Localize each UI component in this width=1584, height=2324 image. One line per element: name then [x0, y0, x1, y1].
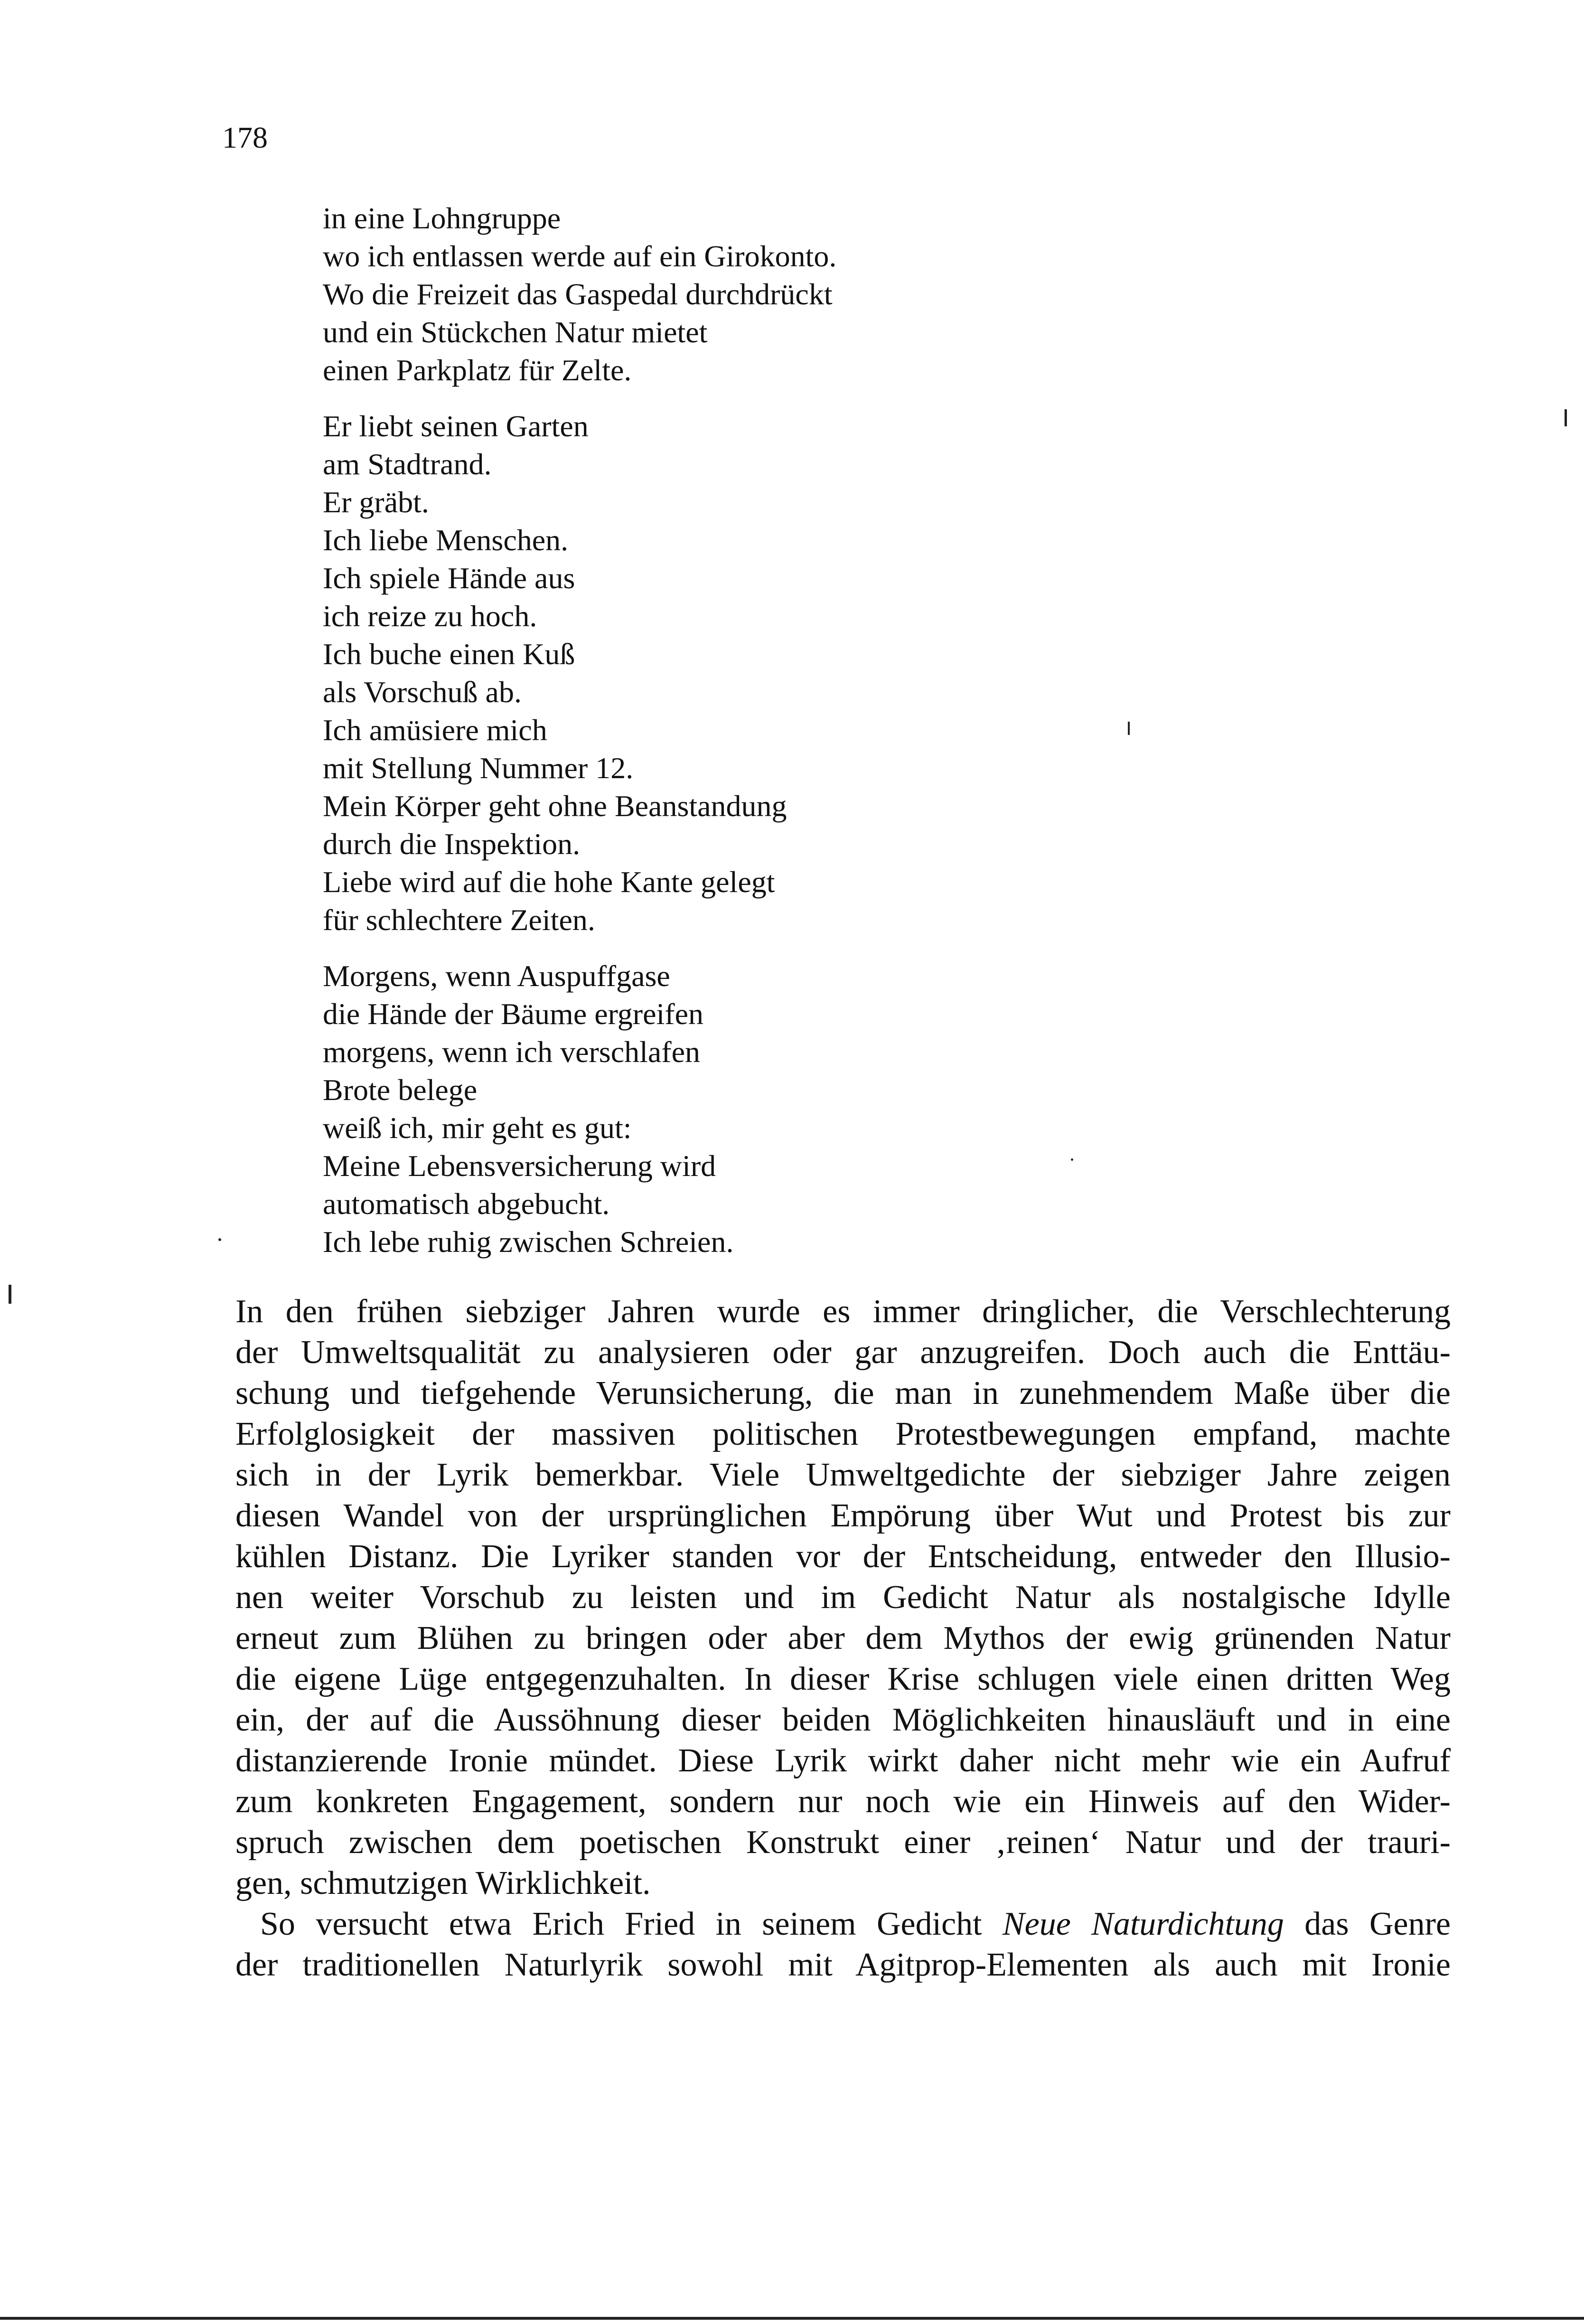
paragraph-2-text-a: So versucht etwa Erich Fried in seinem Gedicht [260, 1906, 1003, 1942]
poem-line: Meine Lebensversicherung wird [323, 1149, 716, 1183]
poem-line: morgens, wenn ich verschlafen [323, 1035, 700, 1069]
poem-line: Mein Körper geht ohne Beanstandung [323, 789, 787, 823]
paragraph-1-line: zum konkreten Engagement, sondern nur noch wie ein Hinweis auf den Wider- [235, 1783, 1451, 1820]
poem-stanza [323, 199, 836, 389]
poem-line: Liebe wird auf die hohe Kante gelegt [323, 865, 775, 899]
poem-stanza [323, 957, 836, 1261]
prose-body [235, 1291, 1451, 1985]
poem-line: weiß ich, mir geht es gut: [323, 1111, 632, 1145]
page-number: 178 [222, 121, 268, 154]
poem-line: Er liebt seinen Garten [323, 409, 589, 443]
poem-line: und ein Stückchen Natur mietet [323, 315, 708, 349]
poem-line: mit Stellung Nummer 12. [323, 751, 634, 785]
poem-line: Er gräbt. [323, 485, 429, 519]
poem-line: einen Parkplatz für Zelte. [323, 353, 632, 387]
paragraph-1-line: die eigene Lüge entgegenzuhalten. In dieser Krise schlugen viele einen dritten Weg [235, 1661, 1451, 1697]
poem-line: als Vorschuß ab. [323, 675, 522, 709]
poem-line: Ich amüsiere mich [323, 713, 547, 747]
paragraph-1-line: erneut zum Blühen zu bringen oder aber dem Mythos der ewig grünenden Natur [235, 1620, 1451, 1656]
scan-dot-1 [1128, 722, 1130, 735]
poem-line: Wo die Freizeit das Gaspedal durchdrückt [323, 277, 833, 311]
poem-stanza [323, 407, 836, 939]
scan-mark-right [1565, 409, 1567, 426]
paragraph-2 [235, 1904, 1451, 1985]
paragraph-1-line: ein, der auf die Aussöhnung dieser beiden Möglichkeiten hinausläuft und in eine [235, 1702, 1451, 1738]
poem-line: Ich liebe Menschen. [323, 523, 569, 557]
scan-mark-left [9, 1285, 11, 1304]
poem-line: Ich spiele Hände aus [323, 561, 575, 595]
paragraph-1-line: Erfolglosigkeit der massiven politischen Protestbewegungen empfand, machte [235, 1416, 1451, 1452]
poem-line: Ich lebe ruhig zwischen Schreien. [323, 1225, 734, 1259]
paragraph-1-line: diesen Wandel von der ursprünglichen Empörung über Wut und Protest bis zur [235, 1497, 1451, 1534]
poem-title: Neue Naturdichtung [1002, 1906, 1284, 1942]
poem-line: automatisch abgebucht. [323, 1187, 610, 1221]
paragraph-1 [235, 1291, 1451, 1904]
paragraph-1-line: In den frühen siebziger Jahren wurde es immer dringlicher, die Verschlechterung [235, 1293, 1451, 1330]
paragraph-1-line: nen weiter Vorschub zu leisten und im Gedicht Natur als nostalgische Idylle [235, 1579, 1451, 1616]
scan-dot-3 [1071, 1158, 1073, 1161]
poem-line: Ich buche einen Kuß [323, 637, 575, 671]
poem-line: Brote belege [323, 1073, 478, 1107]
bottom-edge-line [0, 2317, 1584, 2320]
poem-line: durch die Inspektion. [323, 827, 581, 861]
paragraph-1-line: der Umweltsqualität zu analysieren oder gar anzugreifen. Doch auch die Enttäu- [235, 1334, 1451, 1371]
paragraph-1-line: kühlen Distanz. Die Lyriker standen vor der Entscheidung, entweder den Illusio- [235, 1538, 1451, 1575]
poem-line: für schlechtere Zeiten. [323, 903, 595, 937]
poem-line: wo ich entlassen werde auf ein Girokonto. [323, 239, 837, 273]
paragraph-1-line: sich in der Lyrik bemerkbar. Viele Umweltgedichte der siebziger Jahre zeigen [235, 1457, 1451, 1493]
paragraph-1-line: distanzierende Ironie mündet. Diese Lyrik wirkt daher nicht mehr wie ein Aufruf [235, 1742, 1451, 1779]
poem [323, 199, 836, 1261]
paragraph-1-line: spruch zwischen dem poetischen Konstrukt einer ‚reinen‘ Natur und der trauri- [235, 1824, 1451, 1861]
paragraph-1-line: schung und tiefgehende Verunsicherung, die man in zunehmendem Maße über die [235, 1375, 1451, 1411]
poem-line: ich reize zu hoch. [323, 599, 537, 633]
paragraph-1-line: gen, schmutzigen Wirklichkeit. [235, 1865, 651, 1901]
poem-line: Morgens, wenn Auspuffgase [323, 959, 670, 993]
paragraph-2-line-1 [235, 1904, 1451, 1945]
paragraph-2-line-2: der traditionellen Naturlyrik sowohl mit Agitprop-Elementen als auch mit Ironie [235, 1947, 1451, 1983]
poem-line: in eine Lohngruppe [323, 201, 561, 235]
paragraph-2-text-b: das Genre [1284, 1906, 1451, 1942]
poem-line: die Hände der Bäume ergreifen [323, 997, 703, 1031]
scan-dot-2 [218, 1238, 221, 1241]
poem-line: am Stadtrand. [323, 447, 492, 481]
